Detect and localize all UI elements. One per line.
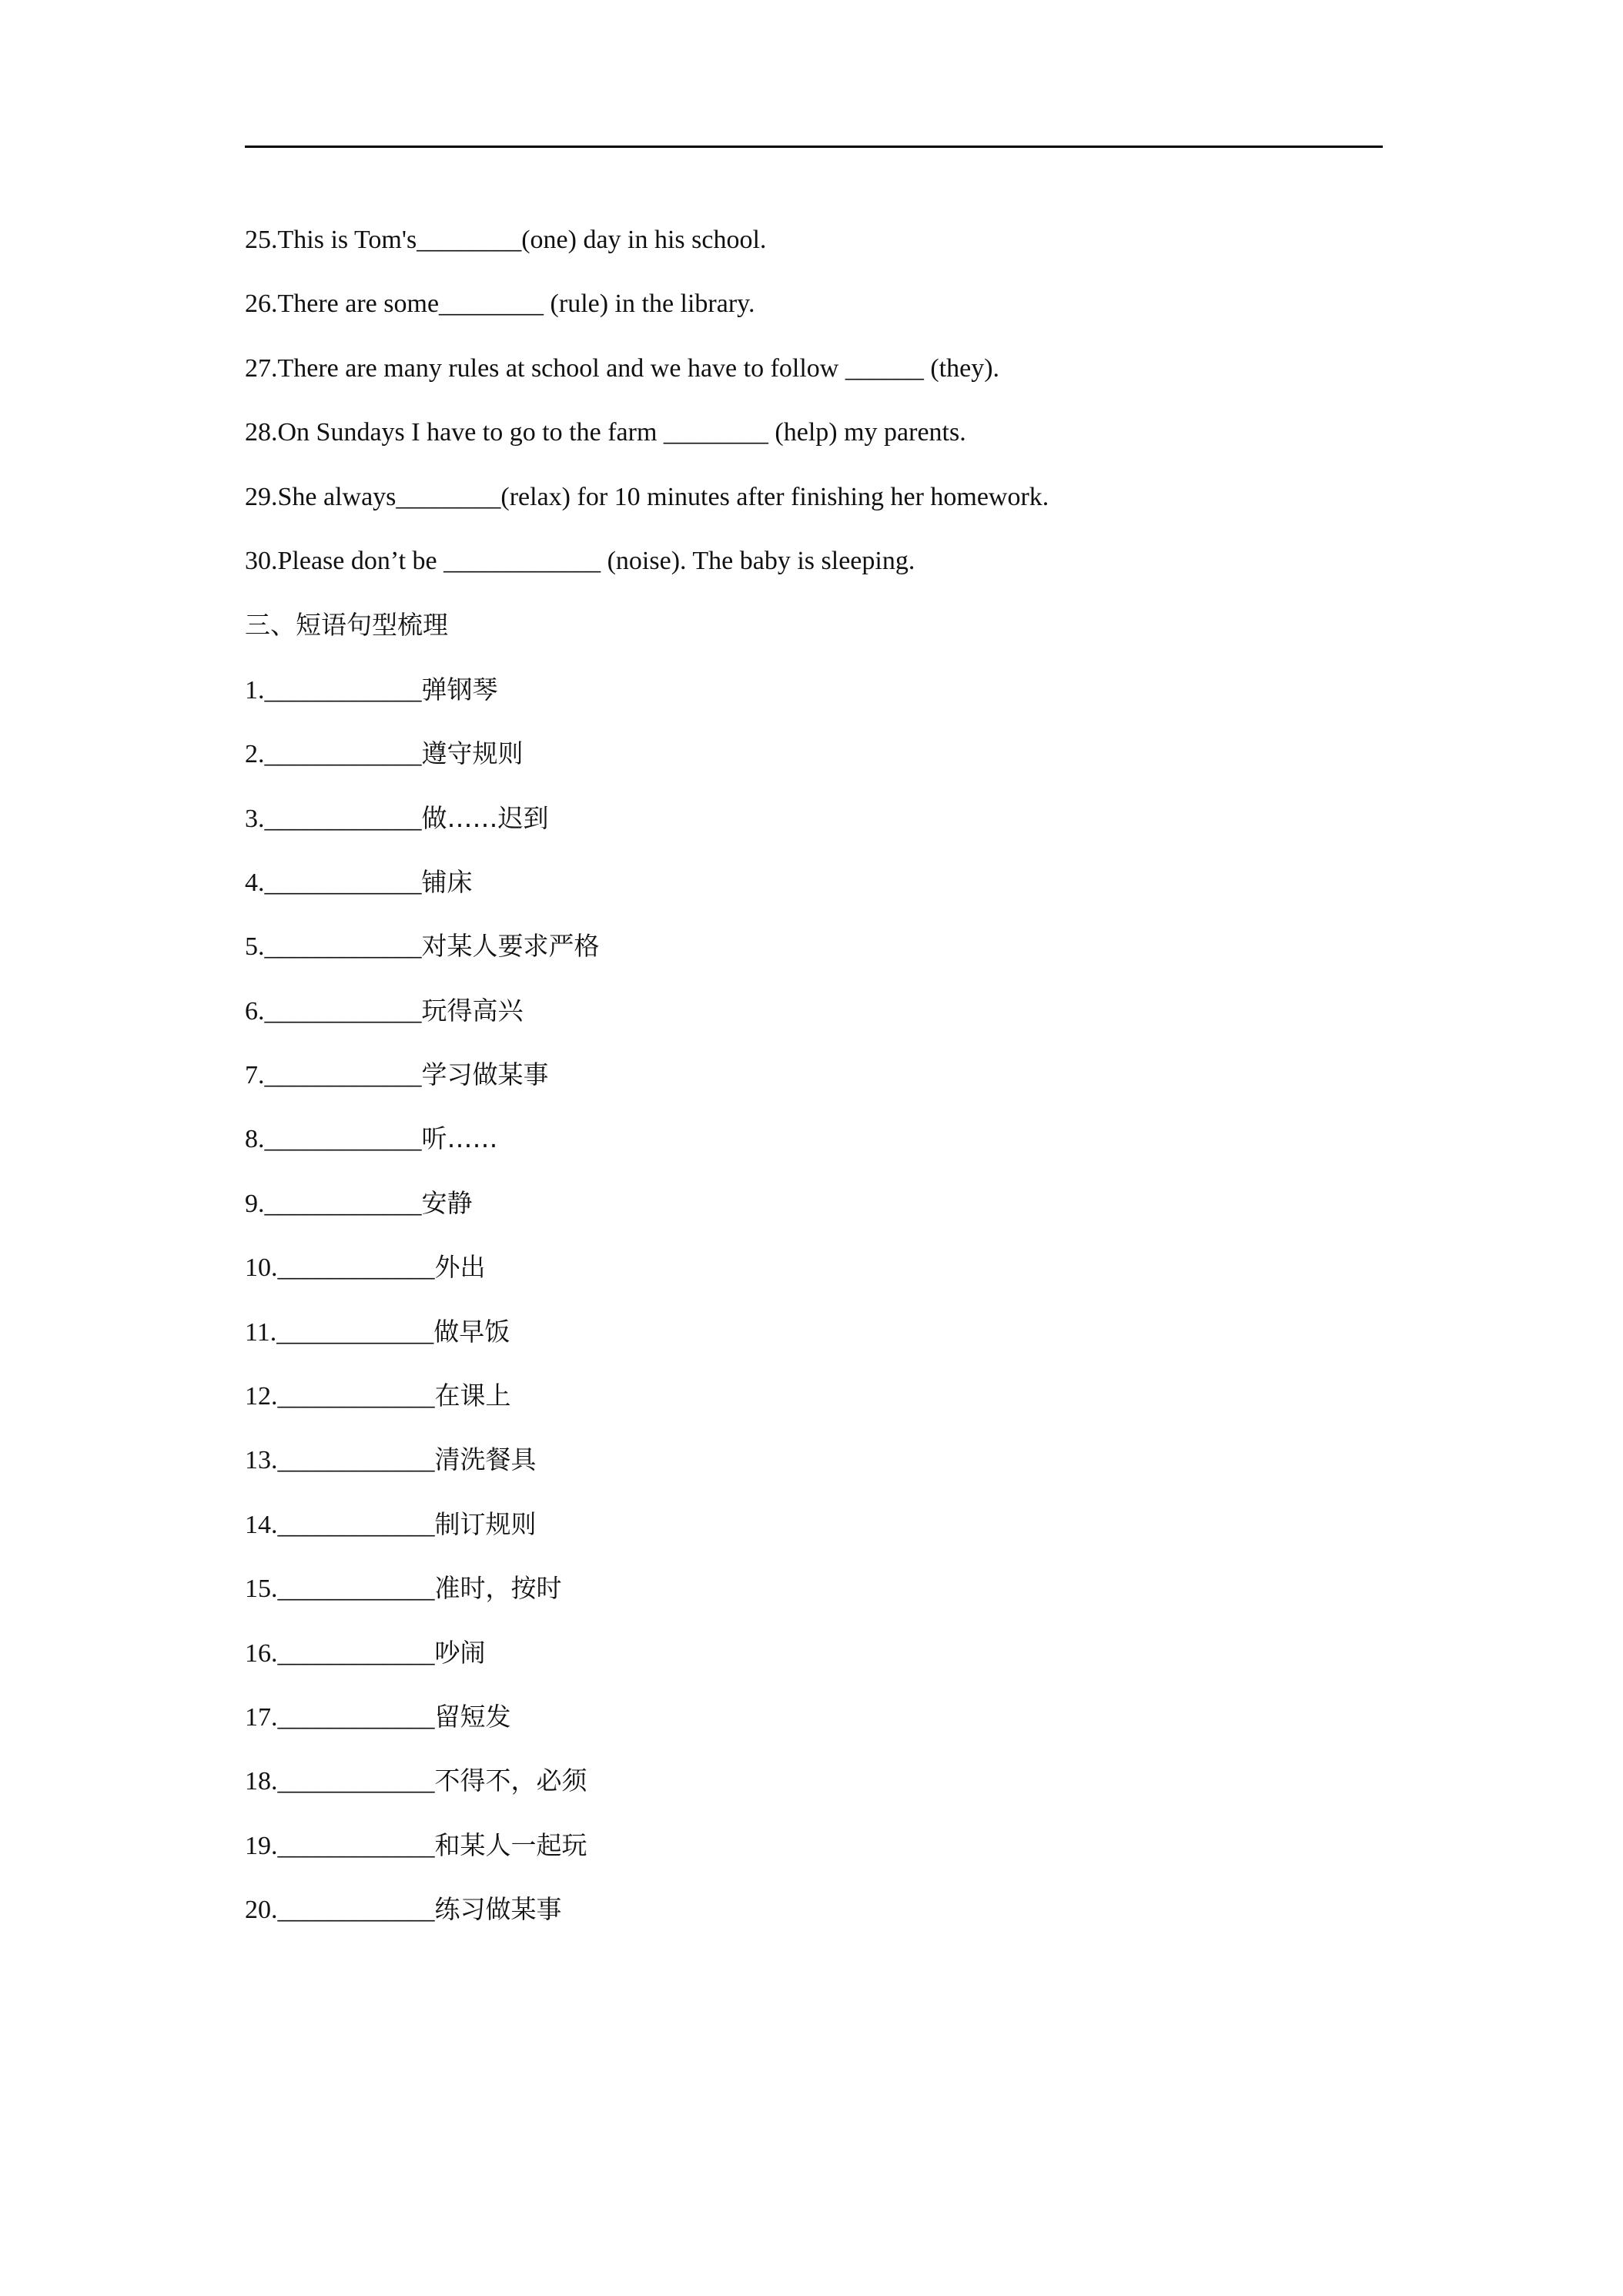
section-heading: 三、短语句型梳理 (245, 610, 448, 641)
answer-blank: ____________ (277, 1638, 435, 1668)
phrase-number: 8. (245, 1125, 265, 1154)
exercise-item-30: 30.Please don’t be ____________ (noise). The baby is sleeping. (245, 546, 915, 575)
answer-blank: ____________ (276, 1317, 434, 1347)
phrase-number: 4. (245, 868, 265, 897)
phrase-meaning: 练习做某事 (434, 1894, 562, 1925)
phrase-meaning: 弹钢琴 (421, 674, 498, 705)
phrase-item (245, 979, 1383, 1043)
phrase-meaning: 吵闹 (434, 1637, 486, 1668)
phrase-meaning: 准时，按时 (434, 1573, 562, 1604)
phrase-meaning: 不得不，必须 (434, 1766, 587, 1796)
phrase-meaning: 留短发 (434, 1701, 511, 1732)
phrase-item (245, 658, 1383, 721)
phrase-meaning: 学习做某事 (421, 1059, 549, 1090)
phrase-item (245, 721, 1383, 785)
phrase-item (245, 1364, 1383, 1427)
phrase-item (245, 1427, 1383, 1491)
phrase-meaning: 铺床 (421, 866, 473, 897)
phrase-meaning: 制订规则 (434, 1508, 537, 1539)
phrase-item (245, 1685, 1383, 1749)
phrase-item (245, 1171, 1383, 1235)
exercise-item-26: 26.There are some________ (rule) in the library. (245, 290, 755, 319)
answer-blank: ____________ (264, 675, 422, 705)
answer-blank: ____________ (264, 740, 422, 769)
phrase-meaning: 外出 (434, 1252, 486, 1283)
answer-blank: ____________ (264, 1125, 422, 1154)
phrase-meaning: 安静 (421, 1187, 473, 1218)
phrase-number: 16. (245, 1638, 278, 1668)
phrase-item (245, 1106, 1383, 1170)
phrase-item (245, 914, 1383, 978)
answer-blank: ____________ (264, 996, 422, 1026)
phrase-item (245, 1300, 1383, 1364)
phrase-item (245, 1749, 1383, 1812)
answer-blank: ____________ (277, 1446, 435, 1475)
answer-blank: ____________ (277, 1831, 435, 1860)
phrase-number: 9. (245, 1189, 265, 1218)
phrase-number: 1. (245, 675, 265, 705)
answer-blank: ____________ (277, 1575, 435, 1604)
phrase-item (245, 786, 1383, 850)
phrase-item (245, 1877, 1383, 1941)
phrase-meaning: 做早饭 (433, 1316, 510, 1347)
answer-blank: ____________ (264, 1061, 422, 1090)
phrase-item (245, 1813, 1383, 1877)
answer-blank: ____________ (264, 868, 422, 897)
phrase-item (245, 1043, 1383, 1106)
answer-blank: ____________ (264, 804, 422, 833)
phrase-item (245, 1621, 1383, 1685)
exercise-item-28: 28.On Sundays I have to go to the farm ________ (help) my parents. (245, 418, 966, 447)
phrase-meaning: 遵守规则 (421, 738, 524, 769)
phrase-meaning: 听…… (421, 1123, 498, 1154)
phrase-number: 12. (245, 1382, 278, 1411)
phrase-number: 13. (245, 1446, 278, 1475)
answer-blank: ____________ (264, 1189, 422, 1218)
phrase-number: 18. (245, 1767, 278, 1796)
phrase-item (245, 850, 1383, 914)
phrase-number: 15. (245, 1575, 278, 1604)
answer-blank: ____________ (277, 1253, 435, 1283)
phrase-number: 20. (245, 1896, 278, 1925)
answer-blank: ____________ (277, 1382, 435, 1411)
phrase-meaning: 做……迟到 (421, 802, 549, 833)
phrase-meaning: 和某人一起玩 (434, 1829, 587, 1860)
phrase-meaning: 对某人要求严格 (421, 931, 600, 962)
phrase-number: 19. (245, 1831, 278, 1860)
phrase-meaning: 清洗餐具 (434, 1444, 537, 1475)
phrase-item (245, 1235, 1383, 1299)
phrase-item (245, 1556, 1383, 1620)
worksheet-body (245, 208, 1383, 1942)
phrase-number: 10. (245, 1253, 278, 1283)
exercise-item-27: 27.There are many rules at school and we have to follow ______ (they). (245, 353, 1000, 383)
header-rule (245, 146, 1383, 148)
phrase-meaning: 玩得高兴 (421, 995, 524, 1026)
phrase-number: 11. (245, 1317, 277, 1347)
phrase-number: 14. (245, 1510, 278, 1539)
phrase-number: 5. (245, 932, 265, 962)
phrase-item (245, 1492, 1383, 1556)
answer-blank: ____________ (277, 1767, 435, 1796)
answer-blank: ____________ (264, 932, 422, 962)
exercise-item-29: 29.She always________(relax) for 10 minutes after finishing her homework. (245, 482, 1049, 511)
answer-blank: ____________ (277, 1702, 435, 1732)
answer-blank: ____________ (277, 1896, 435, 1925)
answer-blank: ____________ (277, 1510, 435, 1539)
phrase-number: 6. (245, 996, 265, 1026)
phrase-list (245, 658, 1383, 1942)
exercise-item-25: 25.This is Tom's________(one) day in his school. (245, 226, 767, 254)
phrase-meaning: 在课上 (434, 1381, 511, 1411)
phrase-number: 2. (245, 740, 265, 769)
phrase-number: 17. (245, 1702, 278, 1732)
phrase-number: 3. (245, 804, 265, 833)
phrase-number: 7. (245, 1061, 265, 1090)
